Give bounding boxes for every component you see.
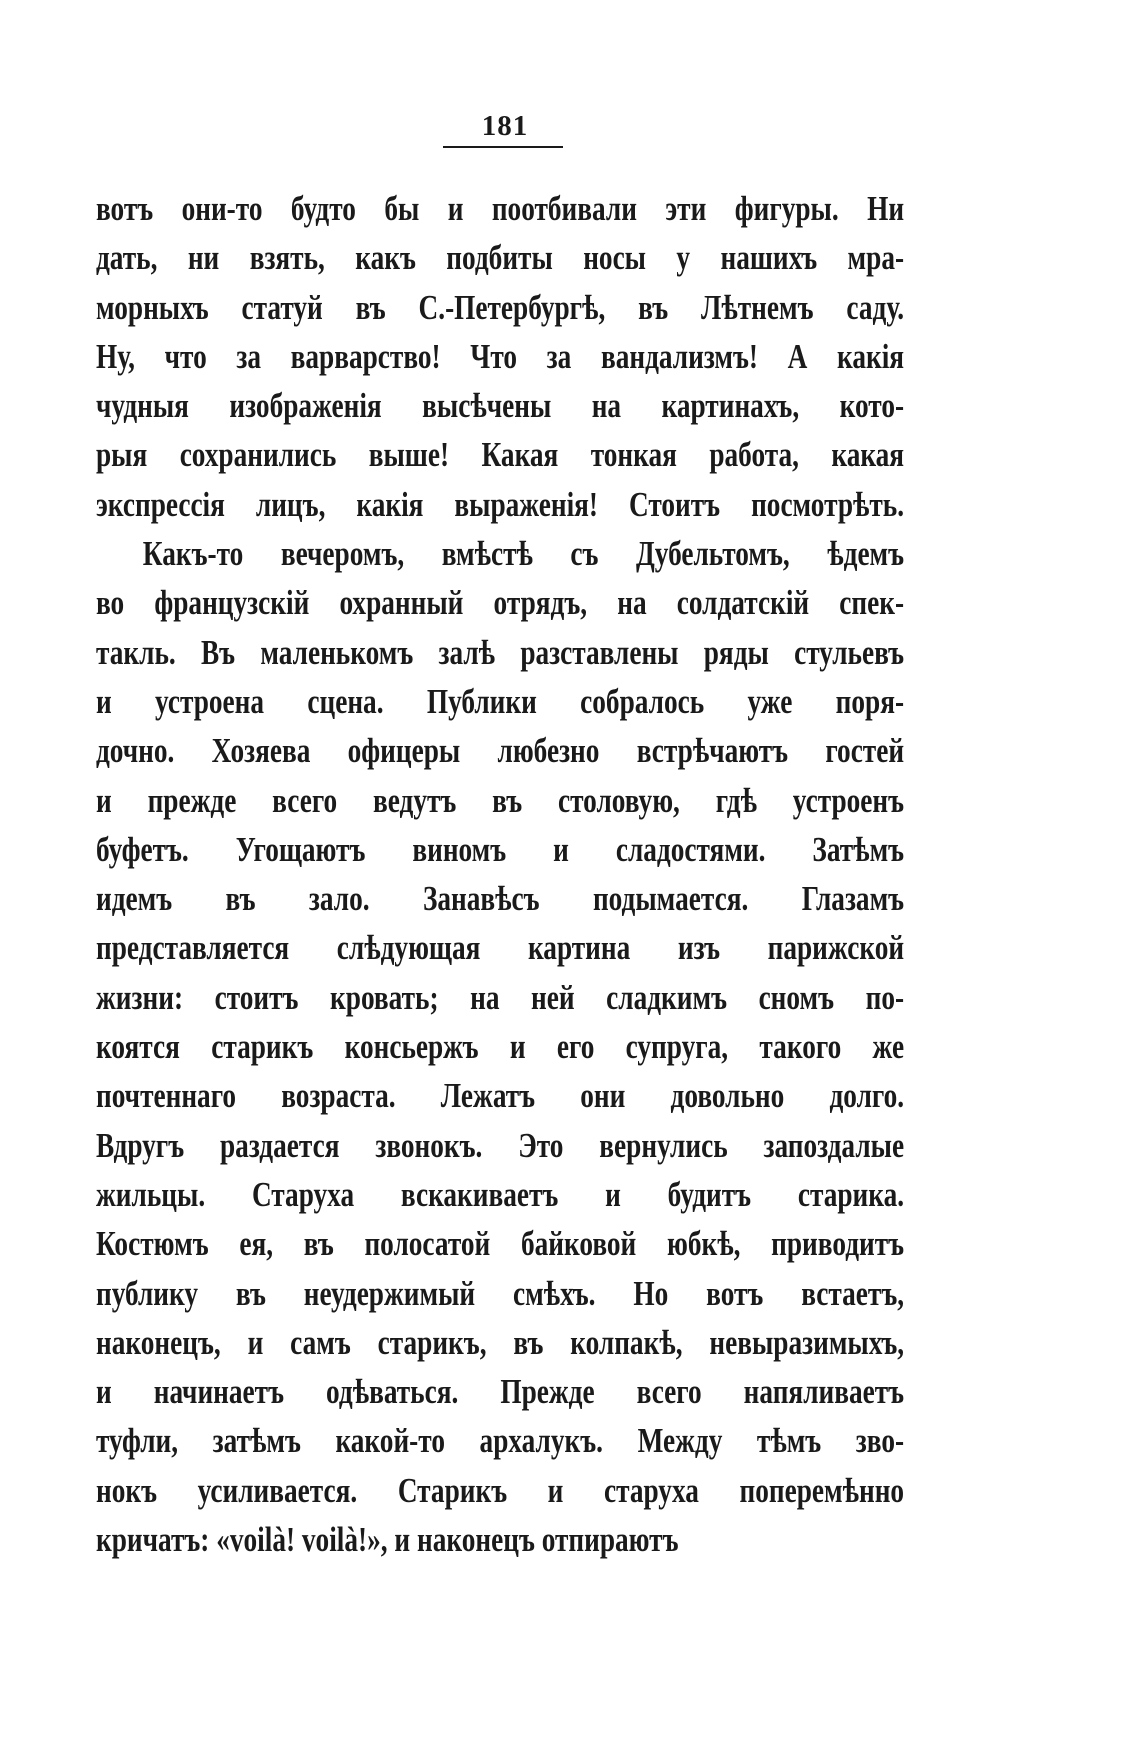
text-line: идемъ въ зало. Занавѣсъ подымается. Глазамъ [96,879,905,919]
text-line: буфетъ. Угощаютъ виномъ и сладостями. Затѣмъ [96,829,905,869]
text-line: Вдругъ раздается звонокъ. Это вернулись запоздалые [96,1125,905,1165]
text-line: и прежде всего ведутъ въ столовую, гдѣ устроенъ [96,780,905,820]
text-line: жильцы. Старуха вскакиваетъ и будитъ старика. [96,1174,905,1214]
text-line: жизни: стоитъ кровать; на ней сладкимъ сномъ по- [96,977,905,1017]
text-line: публику въ неудержимый смѣхъ. Но вотъ встаетъ, [96,1273,905,1313]
body-text [96,184,904,1564]
text-line: такль. Въ маленькомъ залѣ разставлены ряды стульевъ [96,632,905,672]
text-line: Костюмъ ея, въ полосатой байковой юбкѣ, приводитъ [96,1224,905,1264]
text-line: и устроена сцена. Публики собралось уже поря- [96,681,905,721]
text-line: морныхъ статуй въ С.-Петербургѣ, въ Лѣтнемъ саду. [96,287,905,327]
text-line: коятся старикъ консьержъ и его супруга, такого же [96,1027,905,1067]
text-line: Ну, что за варварство! Что за вандализмъ! А какія [96,336,905,376]
text-line: и начинаетъ одѣваться. Прежде всего напяливаетъ [96,1372,905,1412]
text-line: дать, ни взять, какъ подбиты носы у нашихъ мра- [96,238,905,278]
text-line: вотъ они-то будто бы и поотбивали эти фигуры. Ни [96,189,905,228]
text-line: дочно. Хозяева офицеры любезно встрѣчаютъ гостей [96,731,905,771]
text-line: чудныя изображенія высѣчены на картинахъ, кото- [96,386,905,426]
page-number: 181 [481,110,529,142]
text-line: во французскій охранный отрядъ, на солдатскій спек- [96,583,905,623]
text-line: наконецъ, и самъ старикъ, въ колпакѣ, невыразимыхъ, [96,1322,905,1362]
text-line: представляется слѣдующая картина изъ парижской [96,928,905,968]
text-line: почтеннаго возраста. Лежатъ они довольно долго. [96,1076,905,1116]
text-line: рыя сохранились выше! Какая тонкая работа, какая [96,435,905,475]
text-line: нокъ усиливается. Старикъ и старуха поперемѣнно [96,1470,905,1510]
header-rule [443,146,563,148]
text-line: Какъ-то вечеромъ, вмѣстѣ съ Дубельтомъ, ѣдемъ [142,534,905,574]
text-line: кричатъ: «voilà! voilà!», и наконецъ отпираютъ [96,1520,679,1560]
text-line: туфли, затѣмъ какой-то архалукъ. Между тѣмъ зво- [96,1421,905,1461]
text-line: экспрессія лицъ, какія выраженія! Стоитъ посмотрѣть. [96,484,905,524]
